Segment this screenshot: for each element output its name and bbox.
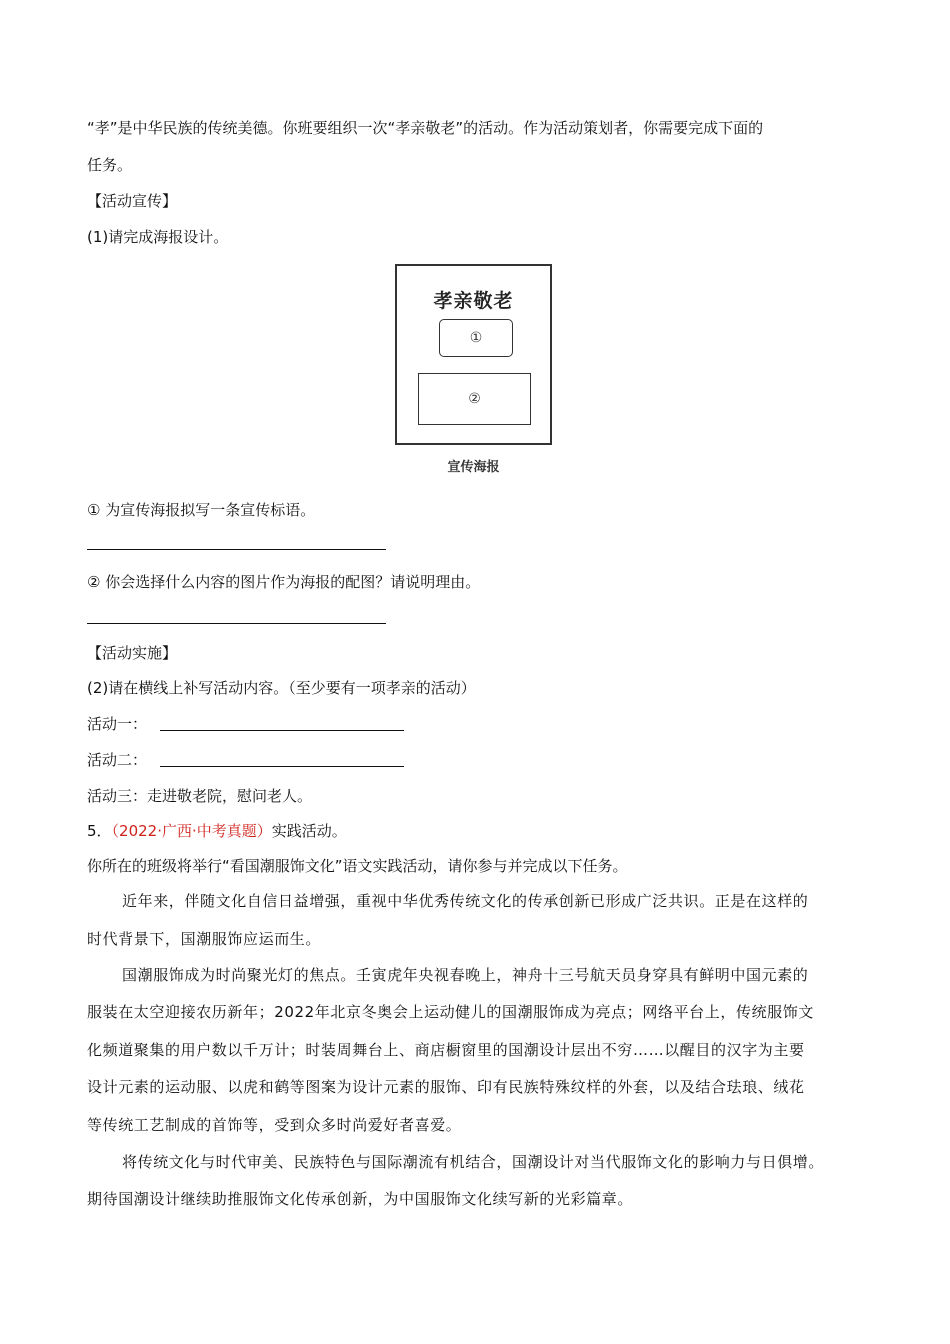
poster-caption: 宣传海报: [447, 460, 500, 475]
question-number: 5．: [87, 822, 112, 840]
circled-one-marker: ①: [469, 330, 483, 346]
poster-image-box: [418, 373, 531, 425]
circled-two-marker: ②: [468, 391, 481, 407]
question-1: (1)请完成海报设计。: [87, 228, 229, 246]
question-1-sub-2: ② 你会选择什么内容的图片作为海报的配图？请说明理由。: [87, 573, 481, 591]
passage-line-2: 时代背景下，国潮服饰应运而生。: [87, 930, 322, 948]
question-title: 实践活动。: [271, 822, 347, 840]
answer-blank-2[interactable]: [87, 623, 386, 624]
question-5-intro: 你所在的班级将举行“看国潮服饰文化”语文实践活动，请你参与并完成以下任务。: [87, 857, 628, 875]
activity-1-blank[interactable]: [160, 730, 404, 731]
passage-line-6: 设计元素的运动服、以虎和鹤等图案为设计元素的服饰、印有民族特殊纹样的外套，以及结合珐琅、绒花: [87, 1078, 805, 1096]
passage-line-7: 等传统工艺制成的首饰等，受到众多时尚爱好者喜爱。: [87, 1116, 462, 1134]
activity-2-blank[interactable]: [160, 766, 404, 767]
poster-slogan-box: [439, 319, 513, 357]
passage-line-5: 化频道聚集的用户数以千万计；时装周舞台上、商店橱窗里的国潮设计层出不穷……以醒目的汉字为主要: [87, 1041, 805, 1059]
passage-line-9: 期待国潮设计继续助推服饰文化传承创新，为中国服饰文化续写新的光彩篇章。: [87, 1190, 634, 1208]
intro-line-1: “孝”是中华民族的传统美德。你班要组织一次“孝亲敬老”的活动。作为活动策划者，你需要完成下面的: [87, 119, 764, 137]
section-heading-promo: 【活动宣传】: [87, 192, 178, 210]
section-heading-implementation: 【活动实施】: [87, 644, 178, 662]
answer-blank-1[interactable]: [87, 549, 386, 550]
intro-line-2: 任务。: [87, 156, 133, 174]
passage-line-3: 国潮服饰成为时尚聚光灯的焦点。壬寅虎年央视春晚上，神舟十三号航天员身穿具有鲜明中国元素的: [122, 966, 809, 984]
poster-title: 孝亲敬老: [433, 290, 514, 312]
passage-line-8: 将传统文化与时代审美、民族特色与国际潮流有机结合，国潮设计对当代服饰文化的影响力与日俱增。: [122, 1153, 825, 1171]
question-2: (2)请在横线上补写活动内容。（至少要有一项孝亲的活动）: [87, 679, 476, 697]
activity-2-label: 活动二：: [87, 751, 148, 769]
activity-3: 活动三：走进敬老院，慰问老人。: [87, 787, 313, 805]
question-5-header: [87, 821, 347, 841]
passage-line-4: 服装在太空迎接农历新年；2022年北京冬奥会上运动健儿的国潮服饰成为亮点；网络平台上，传统服饰文: [87, 1003, 814, 1021]
passage-line-1: 近年来，伴随文化自信日益增强，重视中华优秀传统文化的传承创新已形成广泛共识。正是在这样的: [122, 892, 809, 910]
question-source: （2022·广西·中考真题）: [111, 822, 272, 840]
poster-figure: [395, 264, 552, 445]
activity-1-label: 活动一：: [87, 715, 148, 733]
question-1-sub-1: ① 为宣传海报拟写一条宣传标语。: [87, 501, 316, 519]
